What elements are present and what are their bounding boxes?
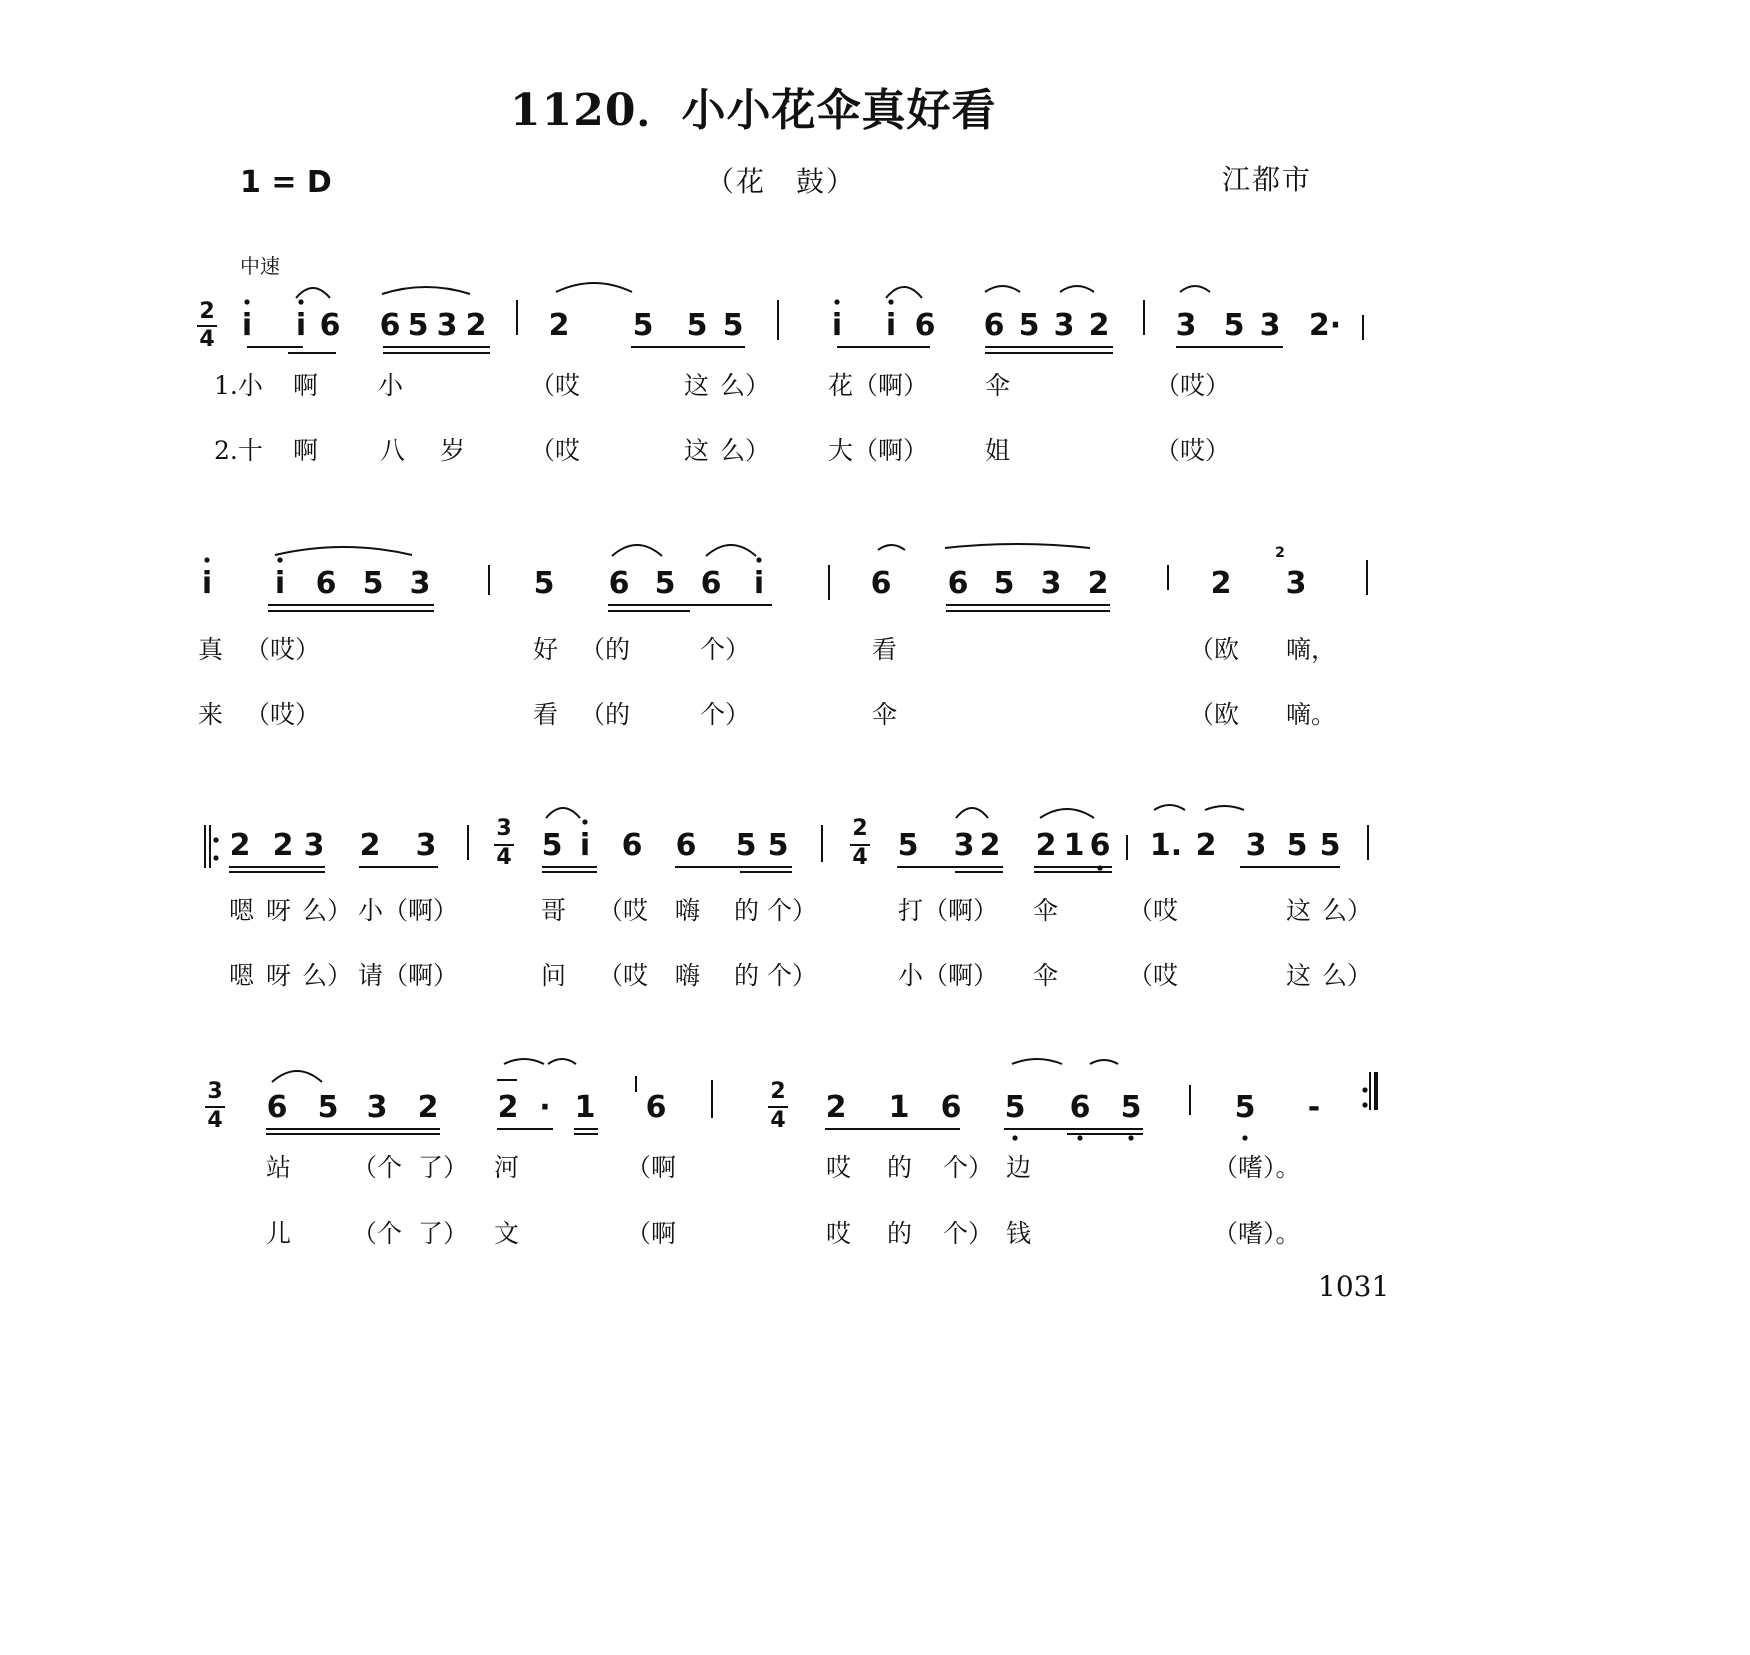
note: 3	[1175, 308, 1197, 343]
slur	[886, 287, 922, 298]
note: 2	[1195, 828, 1217, 863]
slur	[956, 808, 988, 818]
lyric-syllable: （哎	[530, 436, 581, 465]
note: 2	[359, 828, 381, 863]
lyric-syllable: 姐	[985, 436, 1011, 465]
lyric-syllable: 么）	[302, 961, 353, 990]
time-sig-numerator: 3	[496, 816, 512, 841]
lyric-syllable: 个）	[943, 1153, 994, 1182]
note: 3	[303, 828, 325, 863]
lyric-syllable: 个）	[700, 700, 751, 729]
slur	[275, 547, 412, 555]
note: 2	[1210, 566, 1232, 601]
note: 2	[1035, 828, 1057, 863]
slur	[556, 283, 632, 292]
lyric-syllable: （哎	[1128, 961, 1179, 990]
lyric-syllable: 站	[266, 1153, 292, 1182]
note: 3	[1040, 566, 1062, 601]
slur	[1012, 1059, 1062, 1064]
lyric-syllable: （哎	[1128, 896, 1179, 925]
lyric-syllable: （个	[352, 1153, 403, 1182]
note: 1	[888, 1090, 910, 1125]
note: 6	[319, 308, 341, 343]
origin-place: 江都市	[1222, 163, 1313, 196]
note: 3	[415, 828, 437, 863]
slur	[546, 808, 580, 818]
octave-dot	[834, 299, 839, 304]
notes-layer	[199, 299, 1341, 1133]
lyric-syllable: 八	[380, 436, 406, 465]
lyric-syllable: 么）	[720, 371, 771, 400]
note: 5	[317, 1090, 339, 1125]
note: 5	[1018, 308, 1040, 343]
lyric-syllable: 1.小	[214, 371, 263, 400]
lyric-syllable: 啊	[293, 371, 319, 400]
note: ·	[539, 1090, 551, 1125]
lyric-syllable: （哎	[598, 961, 649, 990]
note: i	[831, 308, 843, 343]
slur	[1180, 286, 1210, 292]
note: 6	[675, 828, 697, 863]
lyric-syllable: （哎	[530, 371, 581, 400]
octave-dot	[1242, 1135, 1247, 1140]
lyric-syllable: （哎）	[1155, 371, 1231, 400]
note: 6	[940, 1090, 962, 1125]
note: 1.	[1149, 828, 1183, 863]
lyric-syllable: 问	[541, 961, 567, 990]
note: 6	[914, 308, 936, 343]
note: 2	[548, 308, 570, 343]
note: 6	[608, 566, 630, 601]
note: 2	[417, 1090, 439, 1125]
note: 5	[735, 828, 757, 863]
lyric-syllable: （嗜）。	[1213, 1219, 1301, 1248]
note: 5	[654, 566, 676, 601]
lyric-syllable: 伞	[1033, 896, 1059, 925]
slur	[878, 545, 905, 550]
octave-dot	[1128, 1135, 1133, 1140]
octave-dot	[1012, 1135, 1017, 1140]
slur	[985, 286, 1020, 292]
note: i	[885, 308, 897, 343]
lyric-syllable: 文	[494, 1219, 520, 1248]
lyric-syllable: 么）	[1322, 961, 1373, 990]
slur	[1060, 286, 1094, 292]
note: i	[241, 308, 253, 343]
note: 5	[632, 308, 654, 343]
octave-dot	[277, 557, 282, 562]
note: 2	[497, 1090, 519, 1125]
note: 3	[1245, 828, 1267, 863]
tempo-marking: 中速	[240, 254, 280, 278]
slur	[382, 287, 470, 294]
slur	[945, 544, 1090, 548]
slur	[706, 545, 756, 556]
octave-dot	[888, 299, 893, 304]
lyric-syllable: 岁	[440, 436, 466, 465]
lyric-syllable: 看	[872, 635, 898, 664]
note: 6	[621, 828, 643, 863]
lyric-syllable: 个）	[767, 896, 818, 925]
lyric-syllable: （的	[580, 700, 631, 729]
time-sig-denominator: 4	[207, 1108, 223, 1133]
lyric-syllable: （的	[580, 635, 631, 664]
note: 5	[533, 566, 555, 601]
lyric-syllable: （啊	[626, 1153, 677, 1182]
key-signature: 1 = D	[240, 165, 332, 200]
note: 6	[947, 566, 969, 601]
slur	[296, 288, 330, 298]
note: 5	[897, 828, 919, 863]
note: 2	[1088, 308, 1110, 343]
note: 6	[315, 566, 337, 601]
time-sig-numerator: 2	[852, 816, 868, 841]
note: 6	[700, 566, 722, 601]
note: 5	[1286, 828, 1308, 863]
lyric-syllable: 的	[887, 1219, 913, 1248]
octave-dot	[582, 819, 587, 824]
note: 3	[1285, 566, 1307, 601]
lyric-syllable: 的	[734, 896, 760, 925]
note: 3	[436, 308, 458, 343]
note: 5	[767, 828, 789, 863]
lyric-syllable: 呀	[266, 896, 292, 925]
time-sig-denominator: 4	[852, 845, 868, 870]
lyric-syllable: 小	[378, 371, 404, 400]
lyric-syllable: 这	[684, 436, 710, 465]
slur	[548, 1059, 576, 1064]
lyric-syllable: 这	[1286, 896, 1312, 925]
lyric-syllable: 请（啊）	[358, 961, 459, 990]
octave-dot	[1097, 865, 1102, 870]
octave-dot	[244, 299, 249, 304]
octave-dot	[213, 837, 218, 842]
slur	[1205, 806, 1244, 810]
note: 6	[1069, 1090, 1091, 1125]
lyric-syllable: 么）	[720, 436, 771, 465]
note: 2	[1087, 566, 1109, 601]
note: 6	[1089, 828, 1111, 863]
note: 3	[1259, 308, 1281, 343]
lyric-syllable: 花（啊）	[828, 371, 929, 400]
time-sig-denominator: 4	[199, 327, 215, 352]
lyric-syllable: 嘀，	[1286, 635, 1337, 664]
slur	[1040, 809, 1094, 818]
time-sig-numerator: 3	[207, 1079, 223, 1104]
note: 5	[407, 308, 429, 343]
lyric-syllable: 打（啊）	[898, 896, 999, 925]
slur	[272, 1071, 322, 1082]
note: 6	[983, 308, 1005, 343]
page-number: 1031	[1318, 1270, 1390, 1303]
lyric-syllable: 哎	[826, 1219, 852, 1248]
lyric-syllable: 嗯	[229, 961, 255, 990]
octave-dot	[204, 557, 209, 562]
lyric-syllable: 了）	[418, 1153, 469, 1182]
note: i	[201, 566, 213, 601]
lyric-syllable: 伞	[985, 371, 1011, 400]
lyric-syllable: 真	[198, 635, 224, 664]
note: 3	[953, 828, 975, 863]
lyric-syllable: 好	[533, 635, 559, 664]
note: 2	[229, 828, 251, 863]
lyric-syllable: 儿	[266, 1219, 292, 1248]
note: 5	[1120, 1090, 1142, 1125]
lyric-syllable: 边	[1006, 1153, 1032, 1182]
note: 3	[409, 566, 431, 601]
note: 2	[465, 308, 487, 343]
note: 6	[379, 308, 401, 343]
slur	[1154, 805, 1185, 810]
note: 5	[541, 828, 563, 863]
note: 5	[993, 566, 1015, 601]
lyric-syllable: 么）	[1322, 896, 1373, 925]
note: 1	[574, 1090, 596, 1125]
lyric-syllable: 的	[887, 1153, 913, 1182]
lyric-syllable: 钱	[1006, 1219, 1032, 1248]
song-title: 1120．小小花伞真好看	[510, 85, 997, 136]
note: 6	[645, 1090, 667, 1125]
lyric-syllable: 哎	[826, 1153, 852, 1182]
octave-dot	[1077, 1135, 1082, 1140]
lyric-syllable: （哎）	[245, 700, 321, 729]
lyric-syllable: 这	[684, 371, 710, 400]
lyric-syllable: （哎）	[245, 635, 321, 664]
note: 5	[1223, 308, 1245, 343]
note: 5	[686, 308, 708, 343]
octave-dot	[756, 557, 761, 562]
note: 5	[1234, 1090, 1256, 1125]
note: 3	[1053, 308, 1075, 343]
time-sig-numerator: 2	[199, 299, 215, 324]
lyric-syllable: 这	[1286, 961, 1312, 990]
grace-note: 2	[1275, 545, 1285, 561]
octave-dot	[213, 855, 218, 860]
lyric-syllable: 大（啊）	[828, 436, 929, 465]
lyric-syllable: 伞	[872, 700, 898, 729]
slur	[504, 1059, 544, 1064]
lyric-syllable: 小（啊）	[358, 896, 459, 925]
lyric-syllable: 2.十	[214, 436, 263, 465]
lyric-syllable: （个	[352, 1219, 403, 1248]
lyric-syllable: 嗨	[675, 896, 701, 925]
lyric-syllable: 个）	[700, 635, 751, 664]
lyric-syllable: （欧	[1189, 635, 1240, 664]
note: 1	[1063, 828, 1085, 863]
note: 2·	[1308, 308, 1342, 343]
note: 5	[722, 308, 744, 343]
time-sig-denominator: 4	[496, 845, 512, 870]
lyric-syllable: 小（啊）	[898, 961, 999, 990]
note: 5	[1319, 828, 1341, 863]
lyric-syllable: 来	[198, 700, 224, 729]
lyric-syllable: 呀	[266, 961, 292, 990]
note: 2	[825, 1090, 847, 1125]
time-sig-denominator: 4	[770, 1108, 786, 1133]
repeat-dot	[1362, 1087, 1367, 1092]
note: 2	[979, 828, 1001, 863]
lyric-syllable: （哎	[598, 896, 649, 925]
lyric-syllable: 嗨	[675, 961, 701, 990]
time-sig-numerator: 2	[770, 1079, 786, 1104]
lyric-syllable: （欧	[1189, 700, 1240, 729]
note: i	[753, 566, 765, 601]
lyric-syllable: 么）	[302, 896, 353, 925]
lyric-syllable: （嗜）。	[1213, 1153, 1301, 1182]
note: i	[274, 566, 286, 601]
note: 5	[362, 566, 384, 601]
slur	[1090, 1060, 1118, 1064]
note: 6	[266, 1090, 288, 1125]
octave-dot	[298, 299, 303, 304]
lyric-syllable: 个）	[767, 961, 818, 990]
lyric-syllable: 看	[533, 700, 559, 729]
note: 6	[870, 566, 892, 601]
note: 5	[1004, 1090, 1026, 1125]
note: i	[579, 828, 591, 863]
genre-label: （花 鼓）	[706, 165, 857, 198]
note: 3	[366, 1090, 388, 1125]
lyric-syllable: （啊	[626, 1219, 677, 1248]
repeat-dot	[1362, 1102, 1367, 1107]
lyric-syllable: 个）	[943, 1219, 994, 1248]
lyric-syllable: 嗯	[229, 896, 255, 925]
lyric-syllable: 嘀。	[1286, 700, 1337, 729]
note: -	[1307, 1090, 1321, 1125]
note: 2	[272, 828, 294, 863]
lyric-syllable: 哥	[541, 896, 567, 925]
lyric-syllable: 了）	[418, 1219, 469, 1248]
lyric-syllable: 伞	[1033, 961, 1059, 990]
note: i	[295, 308, 307, 343]
lyric-syllable: 啊	[293, 436, 319, 465]
slur	[612, 545, 662, 556]
lyric-syllable: 的	[734, 961, 760, 990]
lyric-syllable: （哎）	[1155, 436, 1231, 465]
lyric-syllable: 河	[494, 1153, 520, 1182]
